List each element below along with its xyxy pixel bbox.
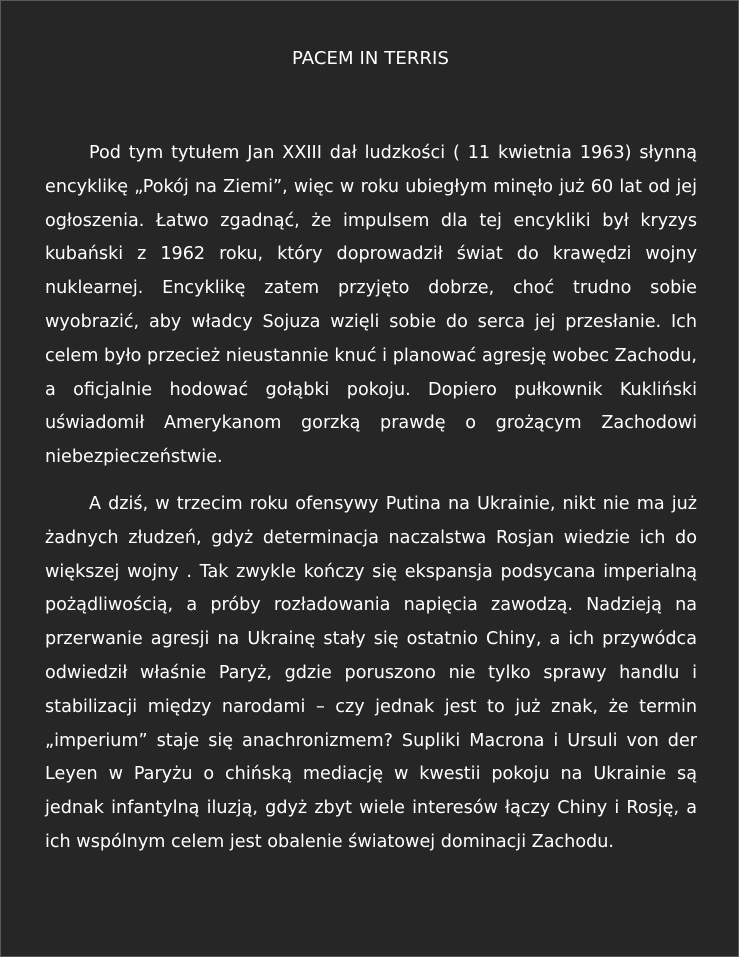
paragraph-1: Pod tym tytułem Jan XXIII dał ludzkości ( 11 kwietnia 1963) słynną encyklikę „Pokój na Ziemi”, więc w roku ubiegłym minęło już 60 lat od jej ogłoszenia. Łatwo zgadnąć, że impulsem dla tej encykliki był kryzys kubański z 1962 roku, który doprowadził świat do krawędzi wojny nuklearnej. Encyklikę zatem przyjęto dobrze, choć trudno sobie wyobrazić, aby władcy Sojuza wzięli sobie do serca jej przesłanie. Ich celem było przecież nieustannie knuć i planować agresję wobec Zachodu, a oficjalnie hodować gołąbki pokoju. Dopiero pułkownik Kukliński uświadomił Amerykanom gorzką prawdę o grożącym Zachodowi niebezpieczeństwie. <box>45 143 697 468</box>
document-title: PACEM IN TERRIS <box>291 48 449 69</box>
paragraph-2: A dziś, w trzecim roku ofensywy Putina na Ukrainie, nikt nie ma już żadnych złudzeń, gdyż determinacja naczalstwa Rosjan wiedzie ich do większej wojny . Tak zwykle kończy się ekspansja podsycana imperialną pożądliwością, a próby rozładowania napięcia zawodzą. Nadzieją na przerwanie agresji na Ukrainę stały się ostatnio Chiny, a ich przywódca odwiedził właśnie Paryż, gdzie poruszono nie tylko sprawy handlu i stabilizacji między narodami – czy jednak jest to już znak, że termin „imperium” staje się anachronizmem? Supliki Macrona i Ursuli von der Leyen w Paryżu o chińską mediację w kwestii pokoju na Ukrainie są jednak infantylną iluzją, gdyż zbyt wiele interesów łączy Chiny i Rosję, a ich wspólnym celem jest obalenie światowej dominacji Zachodu. <box>45 493 697 852</box>
document-body <box>45 137 697 860</box>
